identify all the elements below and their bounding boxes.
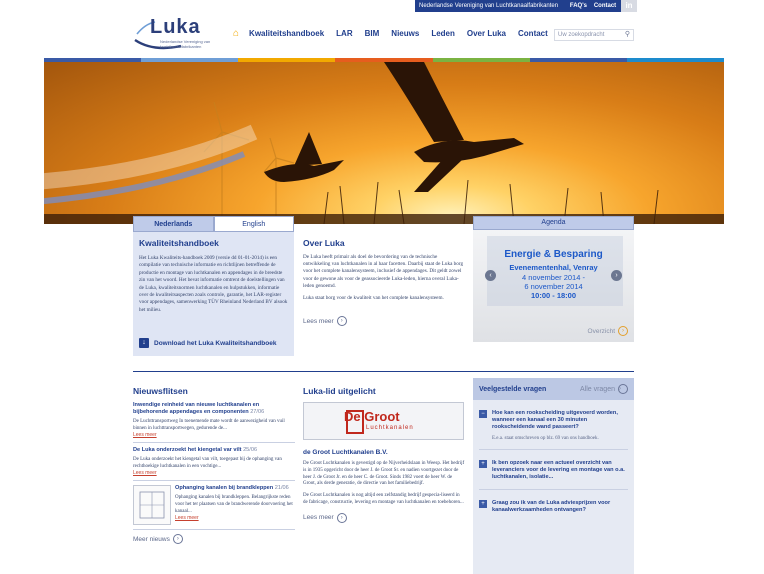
overzicht-label: Overzicht [587, 327, 615, 335]
news-item-title [133, 402, 295, 416]
faq-question-text: Hoe kan een rookscheiding uitgevoerd worden, wanneer een kanaal een 30 minuten rookscheidende wand passeert? [492, 410, 618, 430]
linkedin-icon[interactable]: in [621, 0, 637, 12]
news-item-text: De Luka onderzoekt het kiengetal van vilt, toegepast bij de ophanging van rechthoekige luchtkanalen in een vochtige... [133, 457, 282, 469]
news-item-headline: De Luka onderzoekt het kiengetal var vilt [133, 447, 242, 454]
meer-nieuws-link[interactable] [133, 534, 295, 544]
nav-item-over-luka[interactable]: Over Luka [466, 29, 507, 38]
logo-wordmark: Luka [150, 16, 201, 38]
agenda-date-start: 4 november 2014 - [522, 273, 585, 282]
divider [133, 442, 295, 443]
agenda-event-title: Energie & Besparing [504, 249, 603, 260]
over-luka-lees-meer[interactable] [303, 316, 465, 326]
divider [479, 489, 628, 490]
luka-lid-lees-meer[interactable] [303, 513, 465, 523]
luka-lid-title: Luka-lid uitgelicht [303, 386, 376, 396]
divider [133, 529, 295, 530]
search-icon[interactable]: ⚲ [624, 31, 630, 38]
hero-image [44, 62, 724, 224]
luka-lid-paragraph-2: De Groot Luchtkanalen is nog altijd een zelfstandig bedrijf gespecia-liseerd in de fabricage, constructie, levering en montage van luchtkanalen en toebehoren... [303, 493, 464, 505]
alle-vragen-link[interactable] [580, 384, 628, 394]
de-groot-logo-text: De Groot [344, 409, 400, 424]
news-item-text: Ophanging kanalen bij brandkleppen. Belangrijkste reden voor het ter plaatsen van de brandwerende doorvoering het kanaal... [175, 495, 293, 514]
over-luka-section [303, 238, 465, 326]
faq-panel [473, 378, 634, 574]
expand-icon[interactable]: + [479, 500, 487, 508]
news-item[interactable] [133, 485, 295, 525]
divider [133, 480, 295, 481]
top-utility-bar [415, 0, 637, 12]
over-luka-paragraph-2: Luka staat borg voor de kwaliteit van het complete kanalensysteem. [303, 295, 444, 302]
de-groot-logo[interactable] [303, 402, 464, 440]
faq-question-text: Graag zou ik van de Luka adviesprijzen voor kanaalwerkzaamheden ontvangen? [492, 500, 611, 513]
nieuwsflitsen-section [133, 386, 295, 544]
news-item-title [133, 447, 295, 454]
nav-item-bim[interactable]: BIM [364, 29, 380, 38]
tab-english[interactable]: English [214, 216, 295, 232]
luka-lid-section [303, 386, 465, 523]
news-item-text: De Luchttransportweg In toenemende mate wordt de aanwezigheid van vuil binnen in luchttransportwegen, gedurende de... [133, 419, 285, 431]
news-item-lees-meer[interactable]: Lees meer [133, 470, 157, 477]
meer-nieuws-label: Meer nieuws [133, 535, 170, 543]
nav-item-nieuws[interactable]: Nieuws [391, 29, 420, 38]
agenda-tab[interactable]: Agenda [473, 216, 634, 230]
agenda-carousel [473, 230, 634, 342]
faq-header [473, 378, 634, 400]
luka-lid-company: de Groot Luchtkanalen B.V. [303, 449, 388, 456]
language-tabs [133, 216, 294, 232]
carousel-prev-icon[interactable]: ‹ [485, 270, 496, 281]
faq-question[interactable] [473, 410, 634, 431]
nav-item-lar[interactable]: LAR [336, 29, 353, 38]
news-item-lees-meer[interactable]: Lees meer [175, 515, 199, 522]
contact-link-top[interactable]: Contact [593, 3, 617, 9]
chevron-right-icon: › [618, 326, 628, 336]
faq-answer: E.e.a. staat omschreven op blz. 69 van ons handboek. [492, 436, 599, 441]
divider [479, 449, 628, 450]
news-item-date: 21/06 [274, 485, 289, 492]
chevron-right-icon: › [618, 384, 628, 394]
logo-subtitle: Nederlandse Vereniging van Luchtkanaalfabrikanten [160, 39, 211, 49]
news-item-title [175, 485, 295, 492]
kwaliteitshandboek-panel [133, 232, 294, 356]
news-item[interactable] [133, 402, 295, 438]
download-label: Download het Luka Kwaliteitshandboek [154, 339, 277, 347]
collapse-icon[interactable]: − [479, 410, 487, 418]
faq-question[interactable] [473, 500, 634, 514]
download-icon: ↓ [139, 338, 149, 348]
download-handboek-link[interactable] [139, 338, 276, 348]
carousel-next-icon[interactable]: › [611, 270, 622, 281]
tab-nederlands[interactable]: Nederlands [133, 216, 214, 232]
chevron-right-icon: › [337, 316, 347, 326]
section-divider [133, 371, 634, 372]
faq-question-text: Ik ben opzoek naar een actueel overzicht van leveranciers voor de levering en montage van o.a. luchtkanalen, isolatie... [492, 460, 625, 480]
expand-icon[interactable]: + [479, 460, 487, 468]
lees-meer-label: Lees meer [303, 514, 334, 522]
kwaliteitshandboek-text: Het Luka Kwaliteits-handboek 2009 (versie dd 01-01-2014) is een compilatie van technische informatie en richtlijnen betreffende de productie en montage van luchtkanalen en appendages in de breedste zin van het woord. Het bevat informatie omtrent de doelstellingen van de Luka, kwaliteitsnormen luchtkanalen en hulpstukken, informatie over de kwaliteitsaspecten zoals controle, garantie, het LAR-register voor appendages, samenwerking TÜV Rheinland Nederland BV alsook het milieu. [139, 255, 288, 313]
luka-lid-paragraph-1: De Groot Luchtkanalen is gevestigd op de Nijverheidslaan in Weesp. Het bedrijf is in 1935 opgericht door de heer J. de Groot Sr. en nadien voortgezet door de heer J. de Groot Jr. en de heer C. de Groot. Sinds 1982 voert de heer W. de Groot, als derde generatie, de directie van het familiebedrijf. [303, 461, 465, 487]
faq-link[interactable]: FAQ's [569, 3, 587, 9]
over-luka-paragraph-1: De Luka heeft primair als doel de bevordering van de technische ontwikkeling van luchtkanalen in al haar facetten. Daarbij staat de Luka borg voor het complete kanalensysteem, inclusief de appendages. Dit geldt zowel voor de gewone als voor de geassocieerde Luka-leden, hierna overal Luka-leden genoemd. [303, 254, 464, 289]
kwaliteitshandboek-title: Kwaliteitshandboek [139, 238, 219, 248]
nav-item-contact[interactable]: Contact [518, 29, 548, 38]
agenda-event-place: Evenementenhal, Venray [509, 263, 598, 272]
faq-title: Veelgestelde vragen [479, 385, 547, 393]
over-luka-title: Over Luka [303, 238, 345, 248]
nav-item-kwaliteitshandboek[interactable]: Kwaliteitshandboek [249, 29, 325, 38]
agenda-date-end: 6 november 2014 [524, 282, 583, 291]
agenda-event-time: 10:00 - 18:00 [530, 291, 577, 300]
news-item-headline: Inwendige reinheid van nieuwe luchtkanalen en bijbehorende appendages en componenten [133, 402, 260, 415]
news-item[interactable] [133, 447, 295, 476]
search-input[interactable] [554, 29, 634, 41]
news-item-date: 25/06 [243, 447, 258, 454]
news-item-date: 27/06 [250, 409, 265, 415]
de-groot-logo-sub: Luchtkanalen [366, 425, 414, 431]
news-thumbnail [133, 485, 171, 525]
faq-question[interactable] [473, 460, 634, 481]
chevron-right-icon: › [337, 513, 347, 523]
org-name: Nederlandse Vereniging van Luchtkanaalfabrikanten [419, 3, 559, 9]
main-nav [233, 28, 560, 39]
news-item-lees-meer[interactable]: Lees meer [133, 432, 157, 439]
home-icon[interactable]: ⌂ [233, 28, 240, 39]
lees-meer-label: Lees meer [303, 317, 334, 325]
search-placeholder: Uw zoekopdracht [558, 32, 605, 38]
agenda-overzicht-link[interactable] [588, 326, 628, 336]
news-item-headline: Ophanging kanalen bij brandkleppen [175, 485, 274, 492]
agenda-event-dates [473, 273, 634, 291]
alle-vragen-label: Alle vragen [579, 385, 615, 393]
chevron-right-icon: › [173, 534, 183, 544]
nieuwsflitsen-title: Nieuwsflitsen [133, 386, 188, 396]
nav-item-leden[interactable]: Leden [431, 29, 455, 38]
